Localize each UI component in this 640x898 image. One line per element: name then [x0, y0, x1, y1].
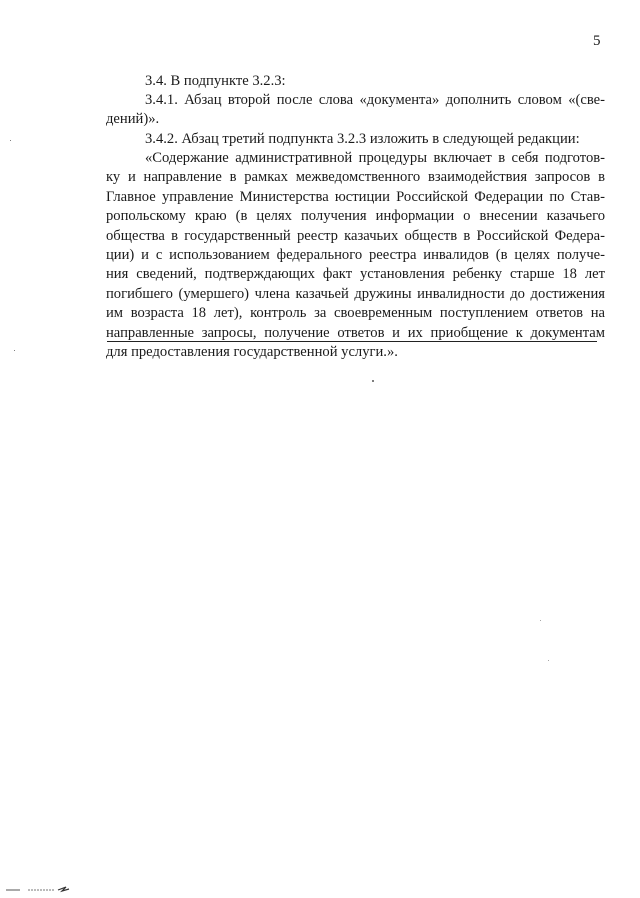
quote-line: общества в государственный реестр казачьих обществ в Российской Федера-: [106, 227, 605, 244]
page-number: 5: [593, 33, 601, 49]
quote-line: ропольскому краю (в целях получения информации о внесении казачьего: [106, 208, 605, 225]
quote-line: ния сведений, подтверждающих факт установления ребенку старше 18 лет: [106, 266, 605, 283]
quote-line: Главное управление Министерства юстиции Российской Федерации по Став-: [106, 188, 605, 205]
quote-line: ции) и с использованием федерального реестра инвалидов (в целях получе-: [106, 247, 605, 264]
scan-speck: [540, 620, 541, 621]
item-3-4-2-line-1: 3.4.2. Абзац третий подпункта 3.2.3 изложить в следующей редакции:: [145, 131, 580, 147]
quoted-paragraph: [106, 149, 605, 362]
scan-speck: [372, 380, 374, 382]
quote-line: ку и направление в рамках межведомственного взаимодействия запросов в: [106, 169, 605, 186]
scan-mark-bottom-left: [4, 884, 72, 894]
item-3-4-1-line-1: 3.4.1. Абзац второй после слова «документа» дополнить словом «(све-: [145, 92, 605, 108]
item-3-4-2: [106, 130, 605, 149]
quote-line: для предоставления государственной услуги.».: [106, 344, 398, 361]
item-3-4-1: [106, 91, 605, 130]
scan-speck: [548, 660, 549, 661]
scan-speck: [14, 350, 15, 351]
section-heading: 3.4. В подпункте 3.2.3:: [145, 73, 286, 89]
quote-line: направленные запросы, получение ответов и их приобщение к документам: [106, 324, 605, 341]
quote-line: им возраста 18 лет), контроль за своевременным поступлением ответов на: [106, 305, 605, 322]
closing-rule: [107, 341, 597, 342]
quote-line: погибшего (умершего) члена казачьей дружины инвалидности до достижения: [106, 285, 605, 302]
quote-line: «Содержание административной процедуры включает в себя подготов-: [145, 150, 605, 166]
scan-speck: [10, 140, 11, 141]
item-3-4-1-line-2: дений)».: [106, 111, 160, 128]
